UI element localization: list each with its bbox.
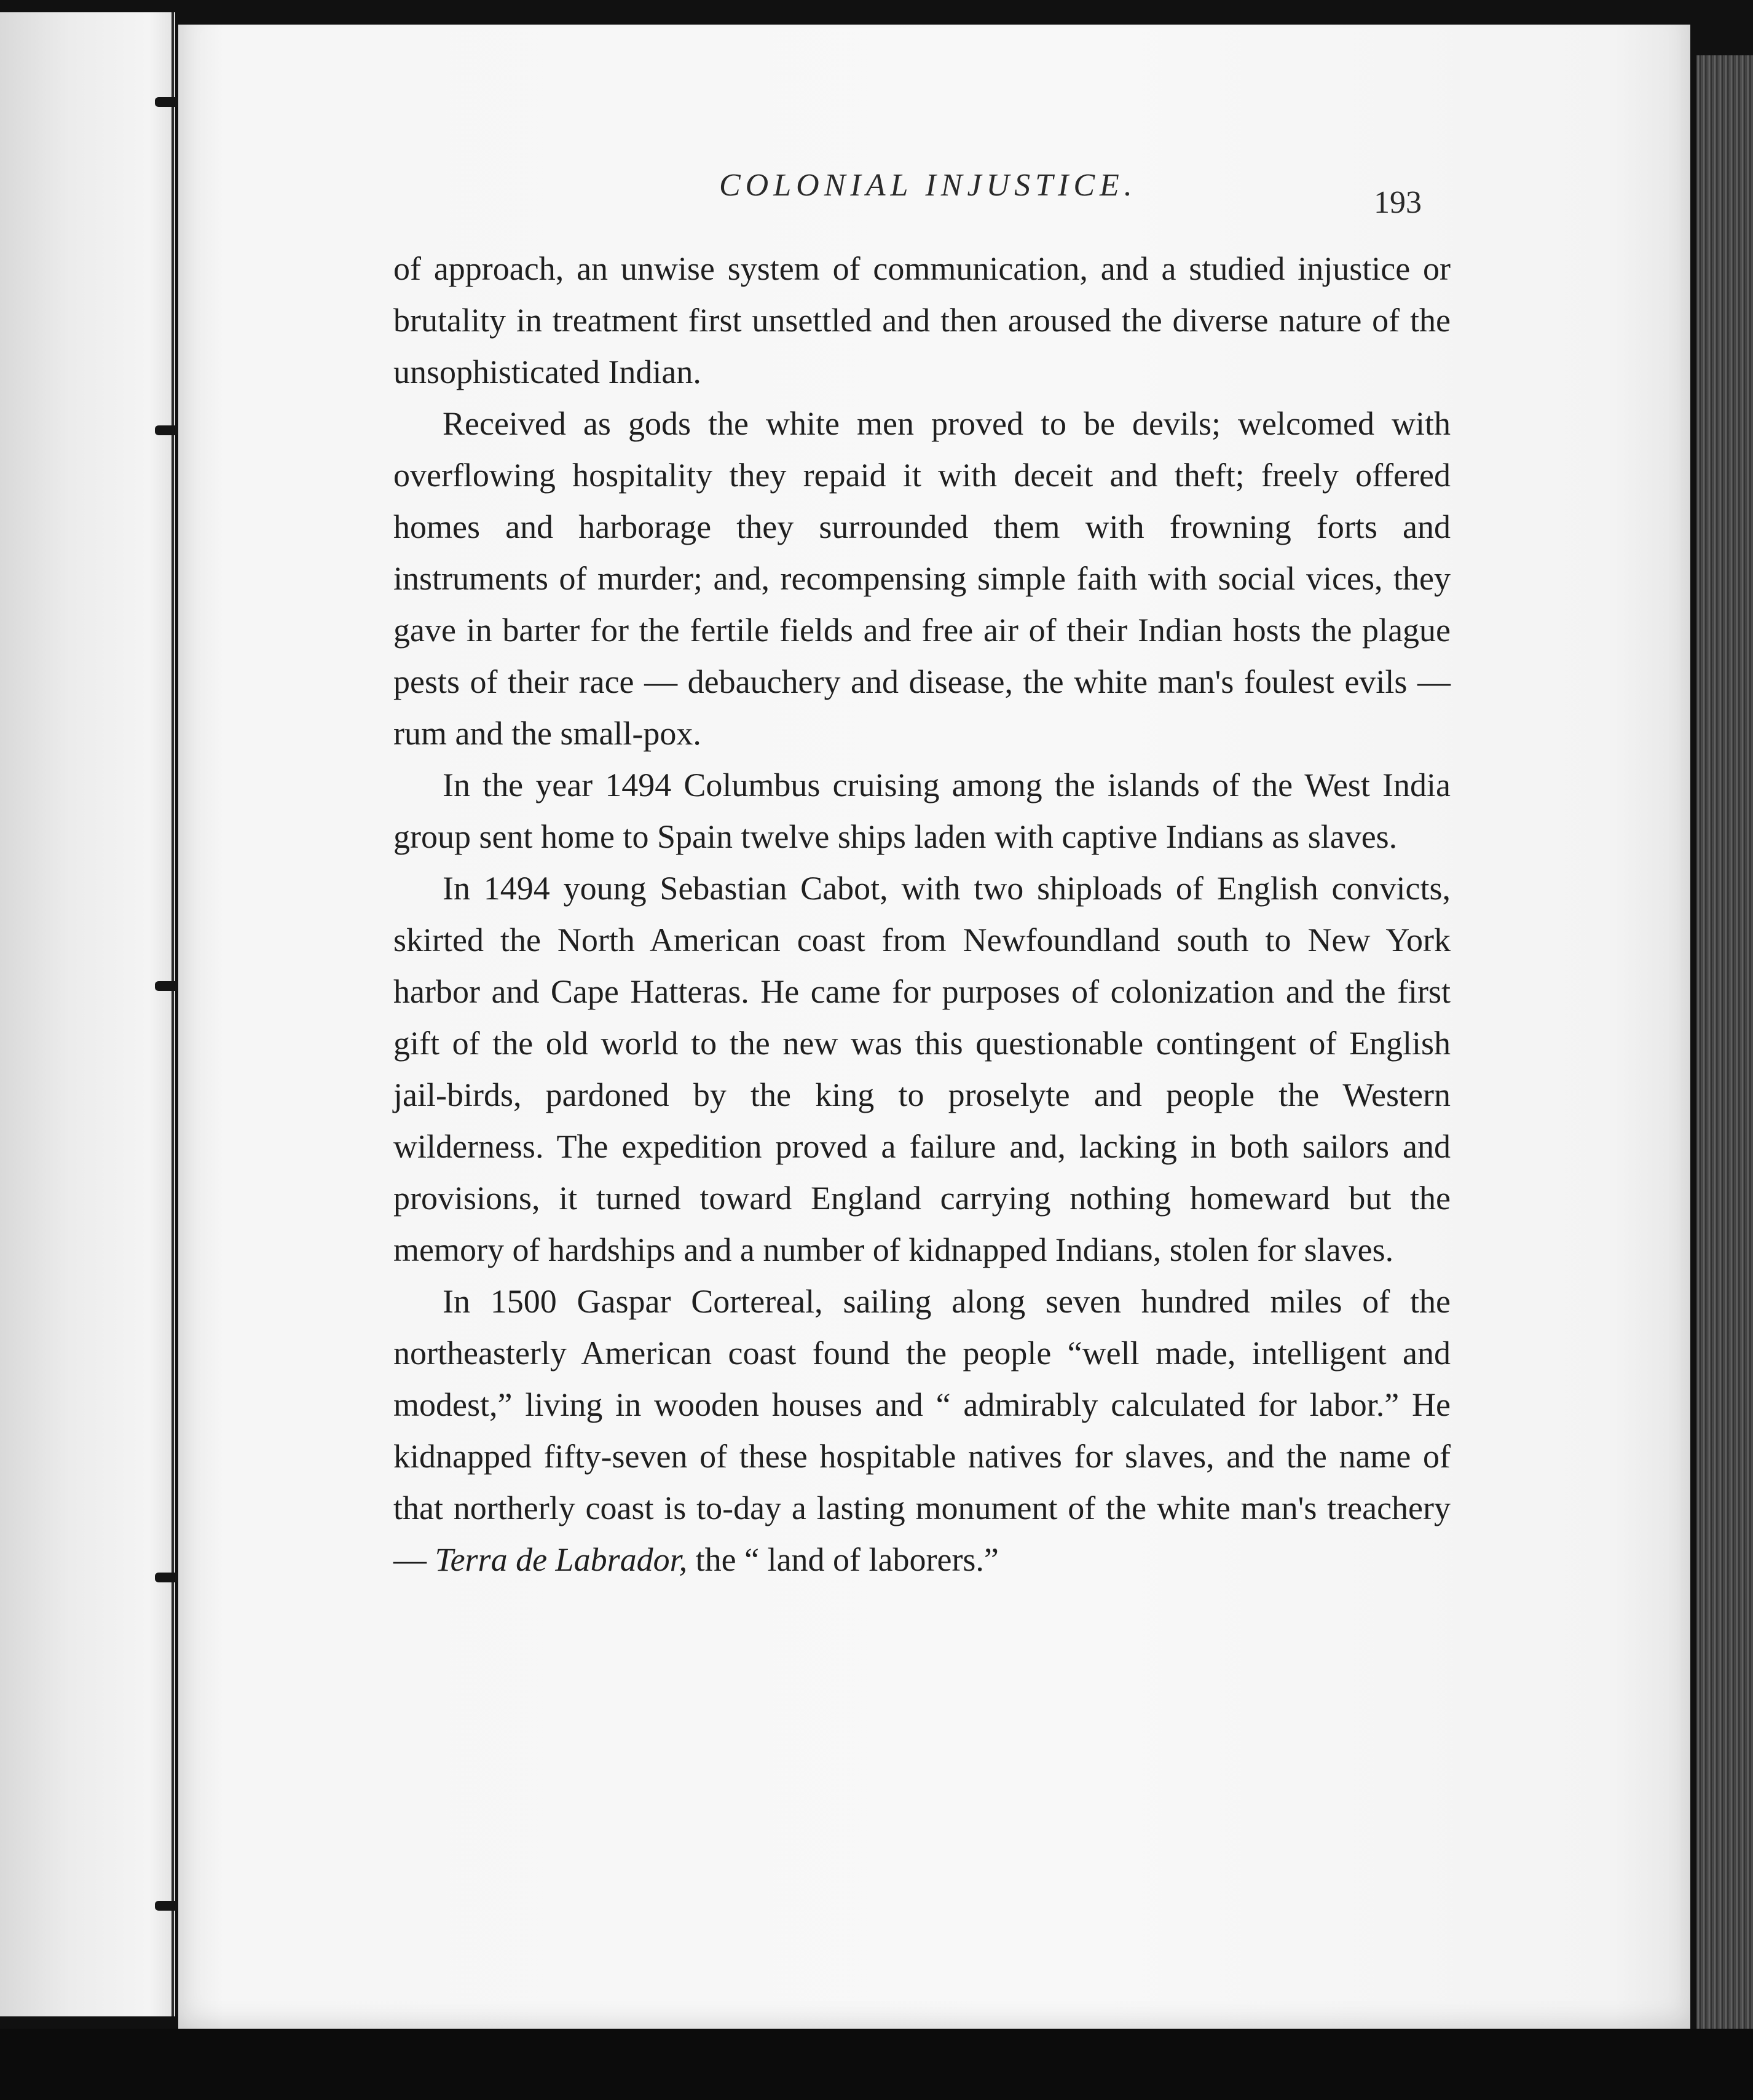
- binding-thread: [171, 12, 174, 2016]
- paragraph: In the year 1494 Columbus cruising among the islands of the West India group sent home to Spain twelve ships laden with captive Indians as slaves.: [393, 767, 1451, 855]
- page-number: 193: [1374, 185, 1422, 220]
- body-text: [393, 243, 1451, 1585]
- italic-place-name: Terra de Labrador,: [435, 1541, 688, 1578]
- paragraph: Received as gods the white men proved to be devils; welcomed with overflowing hospitality they repaid it with deceit and theft; freely offered homes and harborage they surrounded them with frowning forts and instruments of murder; and, recompensing simple faith with social vices, they gave in barter for the fertile fields and free air of their Indian hosts the plague pests of their race — debauchery and disease, the white man's foulest evils — rum and the small-pox.: [393, 405, 1451, 752]
- paragraph: In 1494 young Sebastian Cabot, with two shiploads of English convicts, skirted the North American coast from Newfoundland south to New York harbor and Cape Hatteras. He came for purposes of colonization and the first gift of the old world to the new was this questionable contingent of English jail-birds, pardoned by the king to proselyte and people the Western wilderness. The expedition proved a failure and, lacking in both sailors and provisions, it turned toward England carrying nothing homeward but the memory of hardships and a number of kidnapped Indians, stolen for slaves.: [393, 870, 1451, 1268]
- left-page-edge: [0, 12, 175, 2016]
- running-head: COLONIAL INJUSTICE.: [719, 168, 1137, 203]
- paragraph: of approach, an unwise system of communication, and a studied injustice or brutality in treatment first unsettled and then aroused the diverse nature of the unsophisticated Indian.: [393, 250, 1451, 390]
- bottom-shadow: [0, 2029, 1753, 2100]
- paragraph-last: [393, 1276, 1451, 1585]
- book-binding: [167, 12, 178, 2016]
- page-edges: [1696, 55, 1753, 2072]
- paragraph-text: In 1500 Gaspar Cortereal, sailing along seven hundred miles of the northeasterly American coast found the people “well made, intelligent and modest,” living in wooden houses and “ admirably calculated for labor.” He kidnapped fifty-seven of these hospitable natives for slaves, and the name of that northerly coast is to-day a lasting monument of the white man's treachery —: [393, 1283, 1451, 1578]
- paragraph-text-end: the “ land of laborers.”: [687, 1541, 999, 1578]
